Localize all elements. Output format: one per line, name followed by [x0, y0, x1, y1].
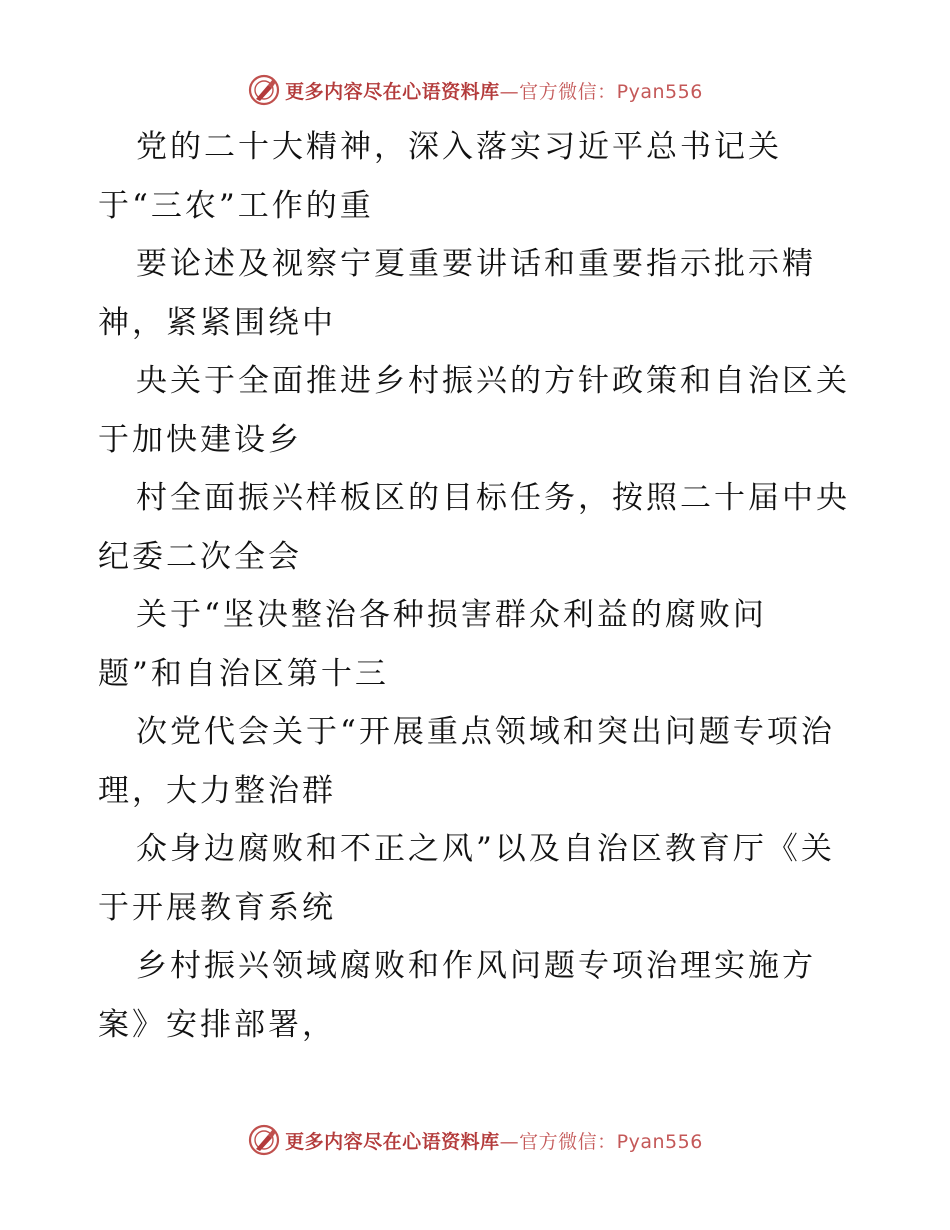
header-banner-text: [285, 77, 703, 104]
body-line: 于开展教育系统: [98, 889, 336, 926]
header-banner-wechat: —官方微信：Pyan556: [499, 80, 703, 103]
body-line: 众身边腐败和不正之风”以及自治区教育厅《关: [136, 831, 835, 867]
body-line: 次党代会关于“开展重点领域和突出问题专项治: [136, 714, 835, 750]
body-line: 理，大力整治群: [98, 772, 336, 809]
body-line: 于“三农”工作的重: [98, 187, 374, 224]
body-line: 央关于全面推进乡村振兴的方针政策和自治区关: [136, 363, 850, 399]
body-line: 纪委二次全会: [98, 538, 302, 575]
body-line: 村全面振兴样板区的目标任务，按照二十届中央: [136, 480, 850, 516]
pen-logo-icon: [247, 73, 281, 107]
body-line: 题”和自治区第十三: [98, 655, 389, 692]
document-body: [98, 118, 858, 1054]
body-line: 案》安排部署，: [98, 1006, 336, 1043]
body-line: 要论述及视察宁夏重要讲话和重要指示批示精: [136, 246, 816, 282]
footer-banner-main: 更多内容尽在心语资料库: [285, 1130, 500, 1153]
body-line: 乡村振兴领域腐败和作风问题专项治理实施方: [136, 948, 816, 984]
body-line: 神，紧紧围绕中: [98, 304, 336, 341]
footer-banner-wechat: —官方微信：Pyan556: [499, 1130, 703, 1153]
pen-logo-icon: [247, 1123, 281, 1157]
footer-banner-text: [285, 1127, 703, 1154]
footer-banner: [0, 1120, 950, 1160]
body-line: 关于“坚决整治各种损害群众利益的腐败问: [136, 597, 767, 633]
body-line: 党的二十大精神，深入落实习近平总书记关: [136, 129, 782, 165]
body-line: 于加快建设乡: [98, 421, 302, 458]
header-banner: [0, 70, 950, 110]
header-banner-main: 更多内容尽在心语资料库: [285, 80, 500, 103]
